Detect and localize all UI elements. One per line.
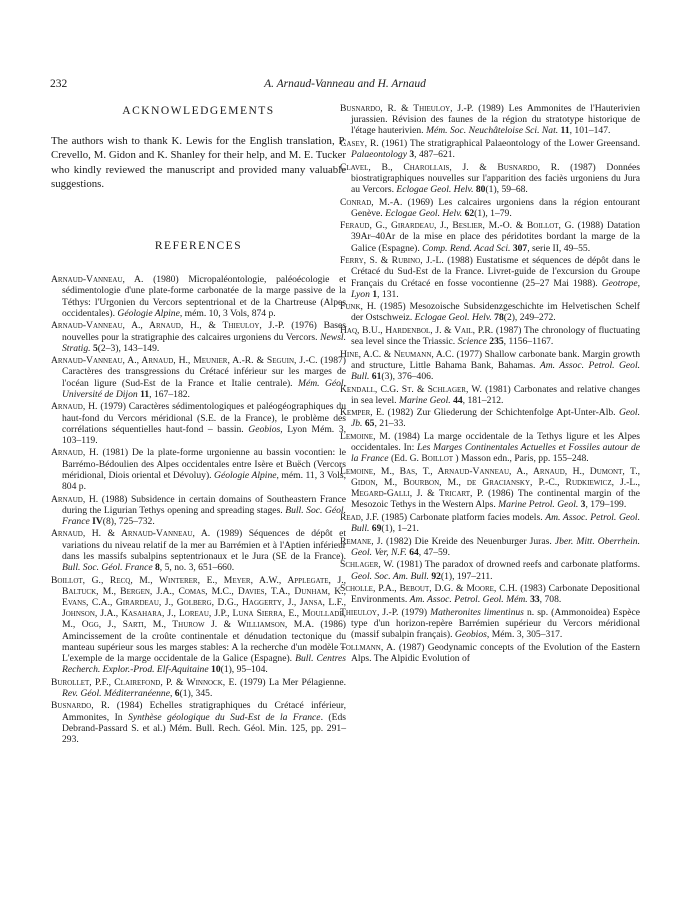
reference-text: Tollmann, A. [340,641,396,653]
reference-text: Lemoine, M. [340,430,391,442]
reference-text: Am. Assoc. Petrol. Geol. Bull. [351,359,641,383]
reference-text: 33 [530,594,540,606]
acknowledgements-text: The authors wish to thank K. Lewis for the English translation, P. Crevello, M. Gidon and K. Shanley for their help, and M. E. Tucker who kindly reviewed the manuscript and provided many valuable suggestions. [51,135,346,190]
reference-text: Kemper, E. [340,407,385,419]
reference-text: Marine Geol. [398,394,451,406]
reference-text: (1983) Carbonate Depositional Environments. [351,583,640,606]
reference-text: 235 [489,336,504,348]
reference-text: Geol. Soc. Am. Bull. [351,570,429,582]
reference-text: , [169,687,175,699]
reference-text: 62 [464,207,475,219]
reference-text: (1), 197–211. [440,570,493,582]
reference-text: (1979) La Mer Pélagienne. [236,676,346,688]
reference-entry [340,407,640,429]
reference-text: 92 [431,570,441,582]
reference-entry [340,466,640,511]
reference-text: Read, J.F. [340,511,379,523]
reference-text: Burollet, P.F., Clairefond, P. & Winnock, E. [51,676,237,688]
reference-text: , Lyon Mém. 3, 103–119. [62,423,346,446]
reference-text: (1969) Les calcaires urgoniens dans la région entourant Genève. [351,196,640,219]
reference-text: Geotrope, Lyon [351,277,640,300]
reference-text: (1982) Zur Gliederung der Schichtenfolge Apt-Unter-Alb. [384,407,619,419]
reference-text: (1979) Caractères sédimentologiques et paléogéographiques du haut-fond du Vercors méridional (S.E. de la France), le problème des corrélations séquentielles haut-fond – bassin. [62,401,346,435]
reference-entry [51,528,346,573]
reference-text: (1980) Micropaléontologie, paléoécologie et sédimentologie d'une plate-forme carbonatée de la marge passive de la Téthys: l'Urgonien du Vercors septentrional et de la Chartreuse (Alpes occidentales). [62,274,346,319]
reference-text: Kendall, C.G. St. & Schlager, W. [340,383,482,395]
reference-text: Arnaud-Vanneau, A., Arnaud, H., & Thieuloy, J.-P. [51,320,285,332]
reference-text: , 101–147. [569,125,611,137]
reference-text: , Mém. 3, 305–317. [486,629,563,641]
reference-text: 61 [371,371,382,383]
reference-text: Boillot, G., Recq, M., Winterer, E., Meyer, A.W., Applegate, J., Baltuck, M., Bergen, J.A., Comas, M.C., Davies, T.A., Dunham, K., Evans, C.A., Girardeau, J., Golberg, D.G., Haggerty, J., Jansa, L.F., Johnson, J.A., Kasahara, J., Loreau, J.P., Luna Sierra, E., Moullade, M., Ogg, J., Sarti, M., Thurow J. & Williamson, M.A. [51,574,346,631]
reference-entry [51,320,346,354]
reference-text: Eclogae Geol. Helv. [414,312,492,324]
reference-text: Jber. Mitt. Oberrhein. Geol. Ver, N.F. [351,535,640,558]
reference-text: Arnaud, H. [51,447,99,459]
reference-text: , 181–212. [462,394,504,406]
reference-list-right [340,103,640,664]
reference-text: Geobios [454,629,487,641]
left-column [51,103,346,747]
reference-text: (2), 249–272. [503,312,556,324]
reference-text: Arnaud, H. & Arnaud-Vanneau, A. [51,528,211,540]
reference-text: Arnaud, H. [51,493,99,505]
reference-text: (1961) The stratigraphical Palaeontology of the Lower Greensand. [378,137,640,149]
reference-text: Geobios [248,423,281,435]
reference-text: Arnaud-Vanneau, A. [51,274,144,286]
reference-entry [51,677,346,699]
reference-text: 11 [560,125,570,137]
reference-text: , 47–59. [418,546,450,558]
reference-text: 8 [155,562,160,574]
reference-text: (1977) Shallow carbonate bank. Margin growth and structure, Little Bahama Bank, Bahamas. [351,348,640,371]
reference-entry [340,559,640,581]
reference-entry [51,494,346,528]
reference-entry [340,255,640,300]
reference-text: (1987) Caractères des transgressions du Crétacé inférieur sur les marges de l'océan ligure (Sud-Est de la France et Italie centrale). [62,355,346,389]
running-head: A. Arnaud-Vanneau and H. Arnaud [264,78,426,90]
reference-text: (8), 725–732. [102,515,155,527]
reference-text: Bull. Centres Recherch. Explor.-Prod. Elf-Aquitaine [62,653,346,676]
reference-entry [340,220,640,254]
reference-text: 307 [512,242,528,254]
reference-text: Casey, R. [340,137,379,149]
reference-text: (1982) Die Kreide des Neuenburger Juras. [382,535,555,547]
reference-entry [340,384,640,406]
reference-entry [51,447,346,492]
reference-text: , 487–621. [414,149,455,161]
references-heading: REFERENCES [154,240,243,253]
reference-text: Marine Petrol. Geol. [498,499,579,511]
reference-text: Geol. Jb. [351,407,640,430]
reference-text: Feraud, G., Girardeau, J., Beslier, M.-O. & Boillot, G. [340,220,574,232]
reference-text: (1), 1–79. [474,207,512,219]
reference-text: Scholle, P.A., Bebout, D.G. & Moore, C.H. [340,583,518,595]
reference-text: Les Marges Continentales Actuelles et Fossiles autour de la France [351,442,640,465]
reference-text: 69 [371,523,382,535]
reference-text: Arnaud-Vanneau, A., Arnaud, H., Meunier, A.-R. & Seguin, J.-C. [51,355,318,367]
reference-text: 1 [372,288,378,300]
reference-entry [51,401,346,446]
reference-entry [340,431,640,465]
reference-text: , 179–199. [585,499,627,511]
reference-text: 6 [174,687,180,699]
reference-text: Mém. Géol. Université de Dijon [62,377,346,400]
reference-text: , 5, no. 3, 651–660. [159,562,235,574]
reference-entry [340,301,640,323]
reference-entry [340,103,640,137]
reference-text: (1976) Bases nouvelles pour la stratigraphie des calcaires urgoniens du Vercors. [62,320,346,343]
reference-text: (1986) The continental margin of the Mesozoic Tethys in the Western Alps. [351,488,641,511]
reference-entry [340,607,640,641]
reference-text: , 167–182. [149,388,190,400]
reference-entry [51,355,346,400]
reference-text: Boillot [421,453,454,465]
reference-text: n. sp. (Ammonoidea) Espèce type d'un horizon-repère Barrémien supérieur du Vercors méridional (massif subalpin français). [351,606,640,641]
reference-text: Busnardo, R. [51,700,110,712]
reference-text: 44 [453,394,463,406]
reference-text: Funk, H. [340,301,377,313]
reference-entry [51,700,346,745]
reference-text: Matheronites limentinus [430,606,524,618]
reference-text: (1), 345. [179,687,213,699]
reference-entry [340,583,640,605]
reference-text: Synthèse géologique du Sud-Est de la France [128,711,321,723]
reference-list-left [51,274,346,745]
acknowledgements-heading: ACKNOWLEDGEMENTS [122,105,275,117]
page-number: 232 [50,78,68,90]
reference-text: 10 [211,664,221,676]
reference-text: (3), 376–406. [381,371,434,383]
reference-text: (1981) De la plate-forme urgonienne au bassin vocontien: le Barrémo-Bédoulien des Alpes occidentales entre Isère et Buëch (Vercors méridional, Diois oriental et Dévoluy). [62,447,346,481]
reference-text: Am. Assoc. Petrol. Geol. Mém. [409,594,528,606]
reference-text: Comp. Rend. Acad Sci. [422,242,511,254]
reference-text: Clavel, B., Charollais, J. & Busnardo, R. [340,161,560,173]
reference-text: (1987) The chronology of fluctuating sea level since the Triassic. [351,324,641,348]
reference-text: Mém. Soc. Neuchâteloise Sci. Nat. [425,125,559,137]
reference-text: 5 [92,342,98,354]
reference-entry [340,138,640,160]
reference-text: , serie II, 49–55. [527,242,591,254]
reference-text: ) Masson edn., Paris, pp. 155–248. [453,453,589,465]
reference-text: Bull. Soc. Géol. France [62,504,346,527]
reference-entry [340,197,640,219]
reference-text: Conrad, M.-A. [340,196,403,208]
reference-text: , 708. [539,594,562,606]
reference-text: (1987) Geodynamic concepts of the Evolution of the Eastern Alps. The Alpidic Evolution of [351,641,641,664]
reference-text: , mém. 11, 3 Vols, 804 p. [62,469,346,493]
reference-text: Palaeontology [351,149,407,161]
reference-text: (1988) Subsidence in certain domains of Southeastern France during the Ligurian Tethys opening and spreading stages. [62,493,346,516]
reference-text: (1984) La marge occidentale de la Tethys ligure et les Alpes occidentales. In: [351,430,640,454]
reference-text: (1981) Carbonates and relative changes in sea level. [351,383,640,406]
reference-text: Eclogae Geol. Helv. [385,207,463,219]
reference-text: Hine, A.C. & Neumann, A.C. [340,348,454,360]
reference-text: Ferry, S. & Rubino, J.-L. [340,255,444,267]
reference-text: IV [92,515,103,527]
reference-text: 80 [475,184,486,196]
reference-text: Rev. Géol. Méditerranéenne [62,687,170,699]
reference-text: , mém. 10, 3 Vols, 874 p. [179,307,276,319]
reference-text: (2–3), 143–149. [97,342,160,354]
reference-entry [340,642,640,664]
reference-text: Newsl. Stratig. [62,331,346,354]
reference-text: Science [457,336,487,348]
reference-text: (1988) Eustatisme et séquences de dépôt dans le Crétacé du Sud-Est de la France. Livret-guide de l'excursion du Groupe Français du Crétacé en fosse vocontienne (25–27 Mai 1988). [351,255,640,289]
reference-text: (1981) The paradox of drowned reefs and carbonate platforms. [393,559,640,571]
reference-text: Eclogae Geol. Helv. [396,184,474,196]
reference-entry [51,274,346,319]
reference-text: Lemoine, M., Bas, T., Arnaud-Vanneau, A., Arnaud, H., Dumont, T., Gidon, M., Bourbon, M., de Graciansky, P.-C., Rudkiewicz, J.-L., Megard-Galli, J. & Tricart, P. [340,465,640,500]
reference-entry [51,575,346,676]
reference-text: (1984) Echelles stratigraphiques du Crétacé inférieur, Ammonites, In [62,700,346,723]
reference-text: (1985) Mesozoische Subsidenzgeschichte im Helvetischen Schelf der Ostschweiz. [351,301,641,324]
reference-text: , 131. [377,288,399,300]
reference-text: Busnardo, R. & Thieuloy, J.-P. [340,103,474,114]
reference-text: (1), 95–104. [220,664,268,676]
reference-text: (1), 59–68. [485,184,528,196]
reference-text: (1987) Données biostratigraphiques nouvelles sur l'apparition des faciès urgoniens du Jura au Vercors. [351,161,640,196]
reference-entry [340,349,640,383]
reference-text: Schlager, W. [340,559,394,571]
right-column [340,103,640,665]
reference-text: (1985) Carbonate platform facies models. [378,511,546,523]
reference-text: Arnaud, H. [51,401,98,413]
reference-text: (1), 1–21. [381,523,419,535]
reference-entry [340,325,640,347]
reference-text: . (Eds Debrand-Passard S. et al.) Mém. Bull. Rech. Géol. Min. 125, pp. 291–293. [62,711,346,746]
reference-text: , 21–33. [374,418,406,430]
reference-text: (1979) [398,606,431,618]
reference-text: Haq, B.U., Hardenbol, J. & Vail, P.R. [340,324,494,336]
reference-text: 3 [580,499,586,511]
reference-text: , 1156–1167. [503,336,554,348]
reference-text: (1986) Amincissement de la croûte continentale et dénudation tectonique du manteau supérieur sous les marges stables: A la recherche d'un modèle – L'exemple de la marge occidentale de la Galice (Espagne). [62,619,347,664]
reference-text: (1988) Datation 39Ar–40Ar de la mise en place des péridotites bordant la marge de la Galice (Espagne). [351,220,640,254]
reference-entry [340,162,640,196]
reference-text: 65 [364,418,375,430]
reference-text: 78 [494,312,504,324]
reference-text: Géologie Alpine [214,469,277,481]
reference-text: 3 [409,149,415,161]
reference-text: (1989) Séquences de dépôt et variations du niveau relatif de la mer au Barrémien et à l'Aptien inférieur dans les massifs subalpins septentrionaux et le Jura (SE de la France). [62,528,346,562]
reference-entry [340,512,640,534]
reference-text: 11 [140,388,150,400]
reference-text: Remane, J. [340,535,383,547]
reference-text: Thieuloy, J.-P. [340,606,399,618]
reference-text: Bull. Soc. Géol. France [62,562,153,574]
reference-text: Am. Assoc. Petrol. Geol. Bull. [351,511,640,535]
page-header [50,78,650,94]
reference-entry [340,536,640,558]
reference-text: 64 [409,546,419,558]
reference-text: (Ed. G. [388,453,422,465]
reference-text: (1989) Les Ammonites de l'Hauterivien jurassien. Révision des faunes de la région du stratotype historique de l'étage hauterivien. [351,103,640,137]
reference-text: Géologie Alpine [117,307,180,319]
